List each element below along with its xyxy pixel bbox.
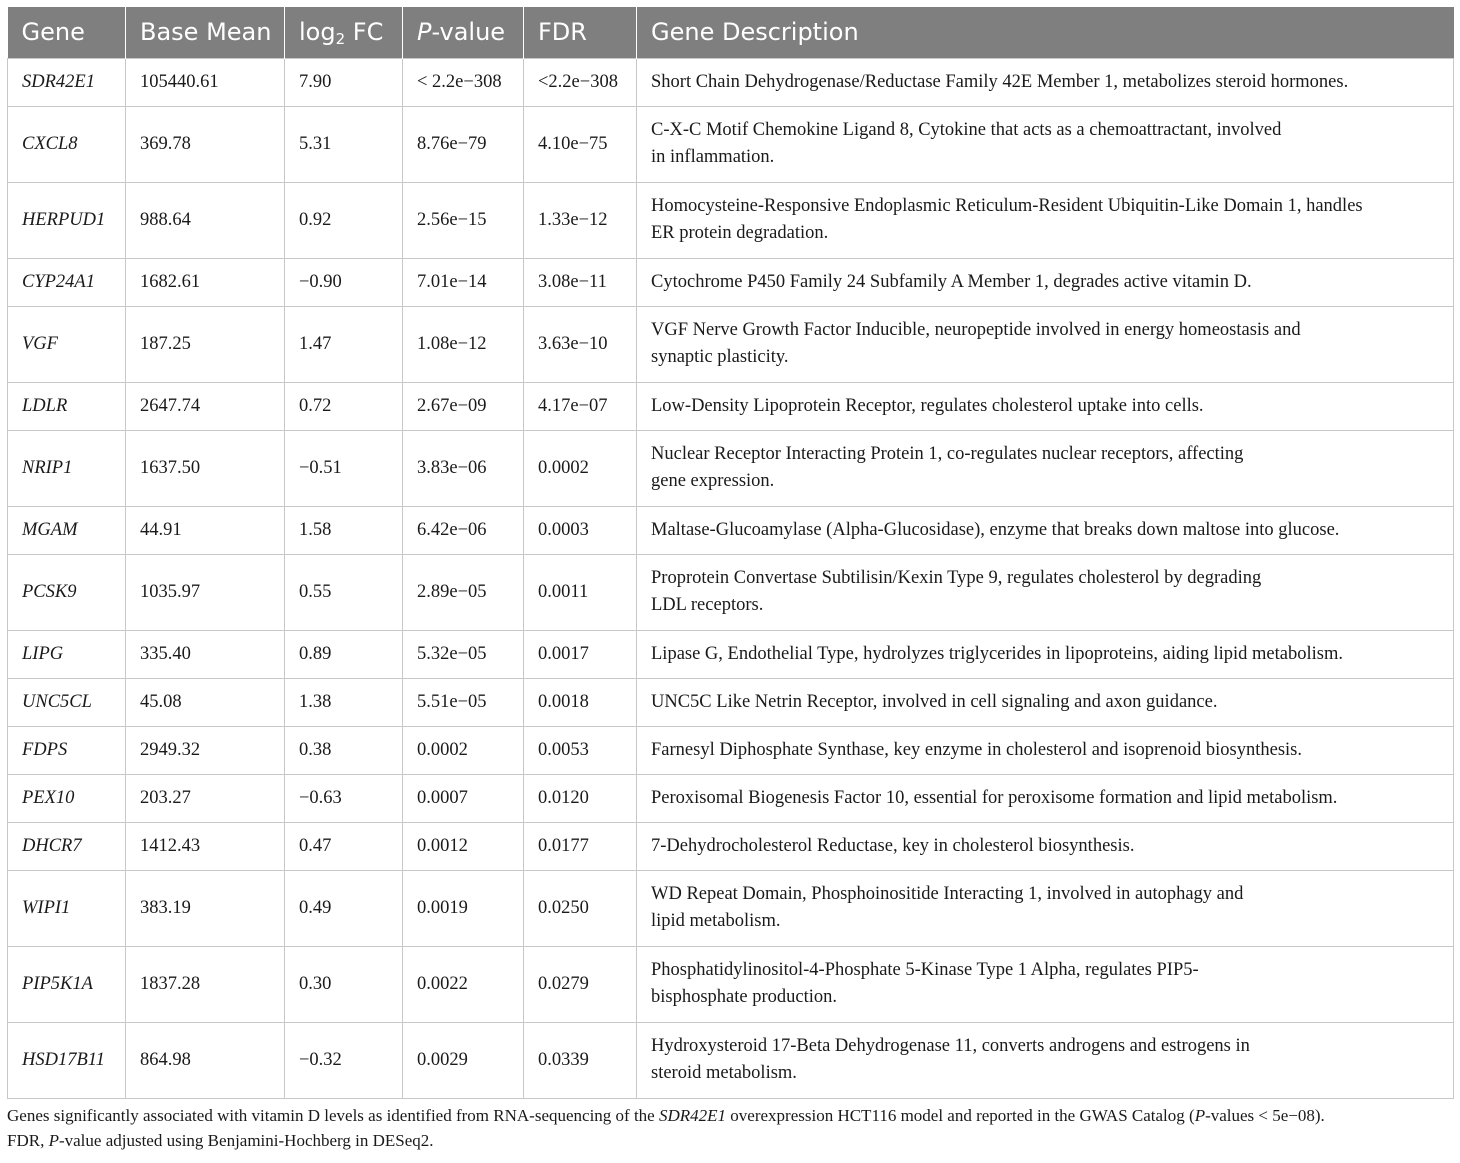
header-fdr: FDR <box>524 7 637 58</box>
description-cell <box>637 630 1454 678</box>
table-row <box>8 506 1454 554</box>
log2fc-cell: 0.49 <box>285 870 403 946</box>
fdr-cell: 0.0017 <box>524 630 637 678</box>
pvalue-cell: 0.0029 <box>403 1022 524 1098</box>
gene-cell: HERPUD1 <box>8 182 126 258</box>
header-log2fc <box>285 7 403 58</box>
pvalue-cell: 8.76e−79 <box>403 106 524 182</box>
description-cell <box>637 1022 1454 1098</box>
caption-text-2b: -value adjusted using Benjamini-Hochberg in DESeq2. <box>58 1131 434 1150</box>
gene-cell: FDPS <box>8 726 126 774</box>
fdr-cell: <2.2e−308 <box>524 58 637 106</box>
log2fc-cell: 0.38 <box>285 726 403 774</box>
pvalue-cell: 2.67e−09 <box>403 382 524 430</box>
pvalue-cell: 5.51e−05 <box>403 678 524 726</box>
description-line: Lipase G, Endothelial Type, hydrolyzes triglycerides in lipoproteins, aiding lipid metabolism. <box>651 643 1343 664</box>
gene-cell: WIPI1 <box>8 870 126 946</box>
fdr-cell: 0.0279 <box>524 946 637 1022</box>
description-line: WD Repeat Domain, Phosphoinositide Interacting 1, involved in autophagy and <box>651 884 1244 904</box>
description-line: in inflammation. <box>651 147 775 167</box>
description-cell <box>637 946 1454 1022</box>
description-line: LDL receptors. <box>651 595 764 615</box>
description-line: Peroxisomal Biogenesis Factor 10, essential for peroxisome formation and lipid metabolism. <box>651 787 1338 808</box>
base-mean-cell: 1682.61 <box>126 258 285 306</box>
log2fc-cell: 7.90 <box>285 58 403 106</box>
description-cell <box>637 822 1454 870</box>
description-line: C-X-C Motif Chemokine Ligand 8, Cytokine that acts as a chemoattractant, involved <box>651 120 1282 140</box>
description-cell <box>637 506 1454 554</box>
gene-cell: SDR42E1 <box>8 58 126 106</box>
header-pvalue-p: P <box>417 18 432 47</box>
gene-cell: UNC5CL <box>8 678 126 726</box>
table-row <box>8 726 1454 774</box>
fdr-cell: 4.10e−75 <box>524 106 637 182</box>
fdr-cell: 0.0053 <box>524 726 637 774</box>
table-row <box>8 58 1454 106</box>
table-row <box>8 946 1454 1022</box>
caption-p-1: P <box>1194 1106 1206 1125</box>
table-row <box>8 554 1454 630</box>
log2fc-cell: 0.92 <box>285 182 403 258</box>
description-line: Cytochrome P450 Family 24 Subfamily A Member 1, degrades active vitamin D. <box>651 271 1252 292</box>
description-cell <box>637 554 1454 630</box>
table-row <box>8 382 1454 430</box>
log2fc-cell: 0.30 <box>285 946 403 1022</box>
fdr-cell: 0.0250 <box>524 870 637 946</box>
description-cell <box>637 430 1454 506</box>
caption-text-1c: -values < 5e−08). <box>1205 1106 1325 1125</box>
header-log2fc-log: log <box>299 18 336 47</box>
pvalue-cell: 0.0019 <box>403 870 524 946</box>
description-line: Maltase-Glucoamylase (Alpha-Glucosidase), enzyme that breaks down maltose into glucose. <box>651 519 1340 540</box>
table-row <box>8 870 1454 946</box>
table-caption <box>7 1103 1453 1153</box>
base-mean-cell: 2949.32 <box>126 726 285 774</box>
description-line: ER protein degradation. <box>651 223 829 243</box>
base-mean-cell: 187.25 <box>126 306 285 382</box>
log2fc-cell: 1.58 <box>285 506 403 554</box>
caption-line-1 <box>7 1103 1453 1128</box>
description-line: synaptic plasticity. <box>651 347 789 367</box>
fdr-cell: 0.0011 <box>524 554 637 630</box>
gene-cell: HSD17B11 <box>8 1022 126 1098</box>
description-line: gene expression. <box>651 471 775 491</box>
caption-line-2 <box>7 1128 1453 1153</box>
base-mean-cell: 1637.50 <box>126 430 285 506</box>
fdr-cell: 0.0002 <box>524 430 637 506</box>
table-row <box>8 306 1454 382</box>
header-pvalue-rest: -value <box>431 18 506 47</box>
table-row <box>8 106 1454 182</box>
pvalue-cell: 0.0012 <box>403 822 524 870</box>
gene-cell: PCSK9 <box>8 554 126 630</box>
description-line: lipid metabolism. <box>651 911 781 931</box>
description-cell <box>637 58 1454 106</box>
pvalue-cell: 3.83e−06 <box>403 430 524 506</box>
fdr-cell: 3.63e−10 <box>524 306 637 382</box>
description-cell <box>637 106 1454 182</box>
log2fc-cell: −0.63 <box>285 774 403 822</box>
gene-cell: DHCR7 <box>8 822 126 870</box>
gene-cell: PEX10 <box>8 774 126 822</box>
table-row <box>8 258 1454 306</box>
description-line: Homocysteine-Responsive Endoplasmic Reticulum-Resident Ubiquitin-Like Domain 1, handles <box>651 196 1363 216</box>
description-cell <box>637 258 1454 306</box>
fdr-cell: 4.17e−07 <box>524 382 637 430</box>
description-cell <box>637 182 1454 258</box>
header-log2fc-sub: 2 <box>335 30 346 49</box>
base-mean-cell: 864.98 <box>126 1022 285 1098</box>
gene-cell: LIPG <box>8 630 126 678</box>
header-base-mean: Base Mean <box>126 7 285 58</box>
gene-cell: NRIP1 <box>8 430 126 506</box>
gene-cell: MGAM <box>8 506 126 554</box>
results-table-container <box>7 7 1453 1099</box>
log2fc-cell: 5.31 <box>285 106 403 182</box>
fdr-cell: 0.0177 <box>524 822 637 870</box>
description-line: bisphosphate production. <box>651 987 838 1007</box>
pvalue-cell: 6.42e−06 <box>403 506 524 554</box>
description-line: Hydroxysteroid 17-Beta Dehydrogenase 11, converts androgens and estrogens in <box>651 1036 1250 1056</box>
base-mean-cell: 203.27 <box>126 774 285 822</box>
log2fc-cell: 0.72 <box>285 382 403 430</box>
description-cell <box>637 726 1454 774</box>
fdr-cell: 1.33e−12 <box>524 182 637 258</box>
base-mean-cell: 44.91 <box>126 506 285 554</box>
gene-results-table <box>7 7 1454 1099</box>
log2fc-cell: 1.47 <box>285 306 403 382</box>
fdr-cell: 3.08e−11 <box>524 258 637 306</box>
base-mean-cell: 1837.28 <box>126 946 285 1022</box>
description-cell <box>637 306 1454 382</box>
table-row <box>8 774 1454 822</box>
gene-cell: LDLR <box>8 382 126 430</box>
table-row <box>8 822 1454 870</box>
log2fc-cell: −0.90 <box>285 258 403 306</box>
log2fc-cell: 0.89 <box>285 630 403 678</box>
table-row <box>8 678 1454 726</box>
description-line: UNC5C Like Netrin Receptor, involved in cell signaling and axon guidance. <box>651 691 1218 712</box>
description-cell <box>637 678 1454 726</box>
table-row <box>8 1022 1454 1098</box>
pvalue-cell: 2.56e−15 <box>403 182 524 258</box>
table-row <box>8 182 1454 258</box>
base-mean-cell: 2647.74 <box>126 382 285 430</box>
pvalue-cell: < 2.2e−308 <box>403 58 524 106</box>
gene-cell: CYP24A1 <box>8 258 126 306</box>
log2fc-cell: −0.51 <box>285 430 403 506</box>
base-mean-cell: 45.08 <box>126 678 285 726</box>
description-cell <box>637 382 1454 430</box>
pvalue-cell: 0.0002 <box>403 726 524 774</box>
base-mean-cell: 1412.43 <box>126 822 285 870</box>
header-description: Gene Description <box>637 7 1454 58</box>
caption-text-1a: Genes significantly associated with vitamin D levels as identified from RNA-sequencing of the <box>7 1106 659 1125</box>
caption-text-1b: overexpression HCT116 model and reported in the GWAS Catalog ( <box>726 1106 1195 1125</box>
fdr-cell: 0.0120 <box>524 774 637 822</box>
header-log2fc-fc: FC <box>345 18 384 47</box>
description-line: 7-Dehydrocholesterol Reductase, key in cholesterol biosynthesis. <box>651 835 1135 856</box>
pvalue-cell: 0.0022 <box>403 946 524 1022</box>
log2fc-cell: −0.32 <box>285 1022 403 1098</box>
table-row <box>8 630 1454 678</box>
pvalue-cell: 1.08e−12 <box>403 306 524 382</box>
base-mean-cell: 383.19 <box>126 870 285 946</box>
description-cell <box>637 870 1454 946</box>
log2fc-cell: 0.47 <box>285 822 403 870</box>
description-line: steroid metabolism. <box>651 1063 797 1083</box>
pvalue-cell: 0.0007 <box>403 774 524 822</box>
table-body <box>8 58 1454 1098</box>
pvalue-cell: 7.01e−14 <box>403 258 524 306</box>
gene-cell: PIP5K1A <box>8 946 126 1022</box>
description-line: VGF Nerve Growth Factor Inducible, neuropeptide involved in energy homeostasis and <box>651 320 1301 340</box>
pvalue-cell: 5.32e−05 <box>403 630 524 678</box>
table-row <box>8 430 1454 506</box>
base-mean-cell: 1035.97 <box>126 554 285 630</box>
gene-cell: VGF <box>8 306 126 382</box>
description-line: Farnesyl Diphosphate Synthase, key enzyme in cholesterol and isoprenoid biosynthesis. <box>651 739 1302 760</box>
fdr-cell: 0.0339 <box>524 1022 637 1098</box>
description-line: Low-Density Lipoprotein Receptor, regulates cholesterol uptake into cells. <box>651 395 1204 416</box>
gene-cell: CXCL8 <box>8 106 126 182</box>
description-line: Proprotein Convertase Subtilisin/Kexin Type 9, regulates cholesterol by degrading <box>651 568 1262 588</box>
description-cell <box>637 774 1454 822</box>
fdr-cell: 0.0003 <box>524 506 637 554</box>
base-mean-cell: 335.40 <box>126 630 285 678</box>
base-mean-cell: 988.64 <box>126 182 285 258</box>
caption-gene: SDR42E1 <box>658 1106 727 1125</box>
base-mean-cell: 105440.61 <box>126 58 285 106</box>
caption-p-2: P <box>48 1131 59 1150</box>
log2fc-cell: 1.38 <box>285 678 403 726</box>
description-line: Phosphatidylinositol-4-Phosphate 5-Kinase Type 1 Alpha, regulates PIP5- <box>651 960 1199 980</box>
fdr-cell: 0.0018 <box>524 678 637 726</box>
caption-text-2a: FDR, <box>7 1131 49 1150</box>
description-line: Nuclear Receptor Interacting Protein 1, co-regulates nuclear receptors, affecting <box>651 444 1244 464</box>
log2fc-cell: 0.55 <box>285 554 403 630</box>
header-pvalue <box>403 7 524 58</box>
pvalue-cell: 2.89e−05 <box>403 554 524 630</box>
description-line: Short Chain Dehydrogenase/Reductase Family 42E Member 1, metabolizes steroid hormones. <box>651 71 1349 92</box>
header-gene: Gene <box>8 7 126 58</box>
table-header-row <box>8 7 1454 58</box>
base-mean-cell: 369.78 <box>126 106 285 182</box>
